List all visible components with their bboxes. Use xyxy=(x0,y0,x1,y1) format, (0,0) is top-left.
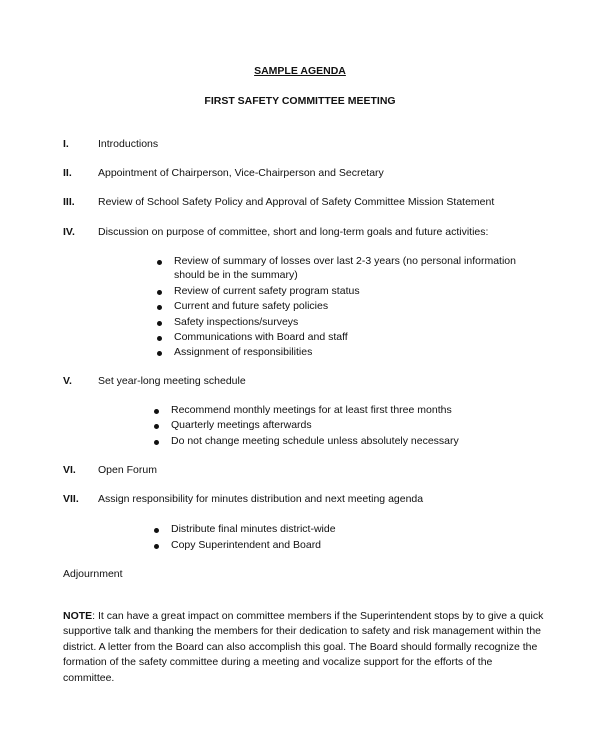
bullet-item: Quarterly meetings afterwards xyxy=(171,419,312,431)
agenda-item-text: Open Forum xyxy=(98,464,157,476)
item-numeral: III. xyxy=(63,196,75,208)
bullet-dot xyxy=(154,440,159,445)
adjournment-label: Adjournment xyxy=(63,568,123,580)
agenda-item-text: Review of School Safety Policy and Approval of Safety Committee Mission Statement xyxy=(98,196,495,208)
bullet-dot xyxy=(154,409,159,414)
item-numeral: I. xyxy=(63,138,69,150)
bullet-item: Assignment of responsibilities xyxy=(174,346,313,358)
bullet-dot xyxy=(157,290,162,295)
bullet-item-continuation: should be in the summary) xyxy=(174,269,298,281)
bullet-item: Distribute final minutes district-wide xyxy=(171,523,336,535)
item-numeral: VII. xyxy=(63,493,79,505)
agenda-item-text: Appointment of Chairperson, Vice-Chairperson and Secretary xyxy=(98,167,384,179)
bullet-dot xyxy=(154,424,159,429)
bullet-item: Copy Superintendent and Board xyxy=(171,539,322,551)
bullet-dot xyxy=(157,305,162,310)
note-label: NOTE xyxy=(63,610,93,622)
document-title: SAMPLE AGENDA xyxy=(254,65,346,77)
agenda-item-text: Set year-long meeting schedule xyxy=(98,375,246,387)
item-numeral: VI. xyxy=(63,464,76,476)
agenda-item-text: Assign responsibility for minutes distribution and next meeting agenda xyxy=(98,493,424,505)
bullet-item: Current and future safety policies xyxy=(174,300,329,312)
bullet-item: Review of current safety program status xyxy=(174,285,360,297)
bullet-dot xyxy=(157,321,162,326)
bullet-item: Safety inspections/surveys xyxy=(174,316,299,328)
item-numeral: II. xyxy=(63,167,72,179)
bullet-dot xyxy=(157,260,162,265)
agenda-item-text: Introductions xyxy=(98,138,159,150)
note-paragraph xyxy=(63,609,545,686)
bullet-item: Communications with Board and staff xyxy=(174,331,348,343)
bullet-dot xyxy=(157,336,162,341)
bullet-item: Do not change meeting schedule unless absolutely necessary xyxy=(171,435,459,447)
agenda-item-text: Discussion on purpose of committee, short and long-term goals and future activities: xyxy=(98,226,489,238)
bullet-dot xyxy=(157,351,162,356)
bullet-dot xyxy=(154,528,159,533)
document-subtitle: FIRST SAFETY COMMITTEE MEETING xyxy=(204,95,396,107)
bullet-item: Review of summary of losses over last 2-3 years (no personal information xyxy=(174,255,516,267)
bullet-item: Recommend monthly meetings for at least first three months xyxy=(171,404,452,416)
item-numeral: V. xyxy=(63,375,72,387)
item-numeral: IV. xyxy=(63,226,75,238)
note-text: : It can have a great impact on committee members if the Superintendent stops by to give a quick supportive talk and thanking the members for their dedication to safety and risk management within the district. A letter from the Board can also accomplish this goal. The Board should formally recognize the formation of the safety committee during a meeting and vocalize support for the efforts of the committee. xyxy=(63,610,544,684)
bullet-dot xyxy=(154,544,159,549)
